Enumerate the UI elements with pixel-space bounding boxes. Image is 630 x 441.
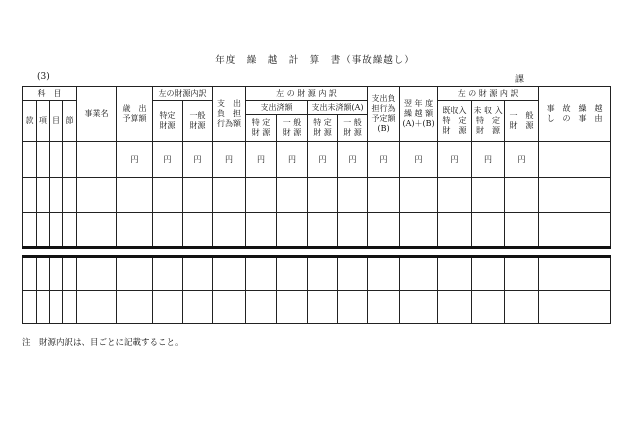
- jiko-kurikoshi-jiyu-header: 事 故 繰 越 し の 事 由: [539, 87, 611, 142]
- setsu-header: 節: [63, 101, 77, 142]
- form-number: (3): [37, 72, 50, 82]
- mizumi-tokutei-header: 特 定 財 源: [308, 115, 338, 142]
- table-row: 円 円 円 円 円 円 円 円 円 円 円 円 円: [23, 142, 611, 178]
- yokunendo-kurikoshi-header: 翌 年 度 繰 越 額 (A)＋(B): [400, 87, 438, 142]
- saishutsu-yosangaku-header: 歳 出 予算額: [117, 87, 153, 142]
- table-row: [23, 178, 611, 213]
- zaigen-uchiwake-header-3: 左 の 財 源 内 訳: [438, 87, 539, 101]
- kamoku-header: 科 目: [23, 87, 77, 101]
- footnote: 注 財源内訳は、目ごとに記載すること。: [22, 338, 184, 348]
- shishutsu-mizumi-header: 支出未済額(A): [308, 101, 368, 115]
- table-row: [23, 257, 611, 291]
- zaigen-uchiwake-header-2: 左 の 財 源 内 訳: [246, 87, 368, 101]
- tokutei-zaigen-header: 特定 財源: [153, 101, 183, 142]
- ippan-zaigen-header: 一般 財源: [183, 101, 213, 142]
- mizumi-ippan-header: 一 般 財 源: [338, 115, 368, 142]
- kou-header: 項: [37, 101, 50, 142]
- section-divider: [23, 248, 611, 257]
- document-title: 年度 繰 越 計 算 書（事故繰越し）: [215, 55, 415, 66]
- table-row: [23, 291, 611, 324]
- zumi-ippan-header: 一 般 財 源: [277, 115, 308, 142]
- table-row: [23, 213, 611, 248]
- shishutsu-futan-koui-header: 支 出 負 担 行為額: [213, 87, 246, 142]
- shishutsu-zumi-header: 支出済額: [246, 101, 308, 115]
- header-row-1: [23, 87, 611, 101]
- ippan-zaigen-header-3: 一 般 財 源: [505, 101, 539, 142]
- section-label: 課: [515, 75, 525, 85]
- zumi-tokutei-header: 特 定 財 源: [246, 115, 277, 142]
- moku-header: 目: [50, 101, 63, 142]
- zaigen-uchiwake-header-1: 左の財源内訳: [153, 87, 213, 101]
- kan-header: 款: [23, 101, 37, 142]
- shishutsu-futan-yotei-header: 支出負 担行為 予定額 (B): [368, 87, 400, 142]
- jigyomei-header: 事業名: [77, 87, 117, 142]
- kishuu-tokutei-header: 既収入 特 定 財 源: [438, 101, 472, 142]
- carryover-table: [22, 86, 611, 324]
- mishuu-tokutei-header: 未 収 入 特 定 財 源: [472, 101, 505, 142]
